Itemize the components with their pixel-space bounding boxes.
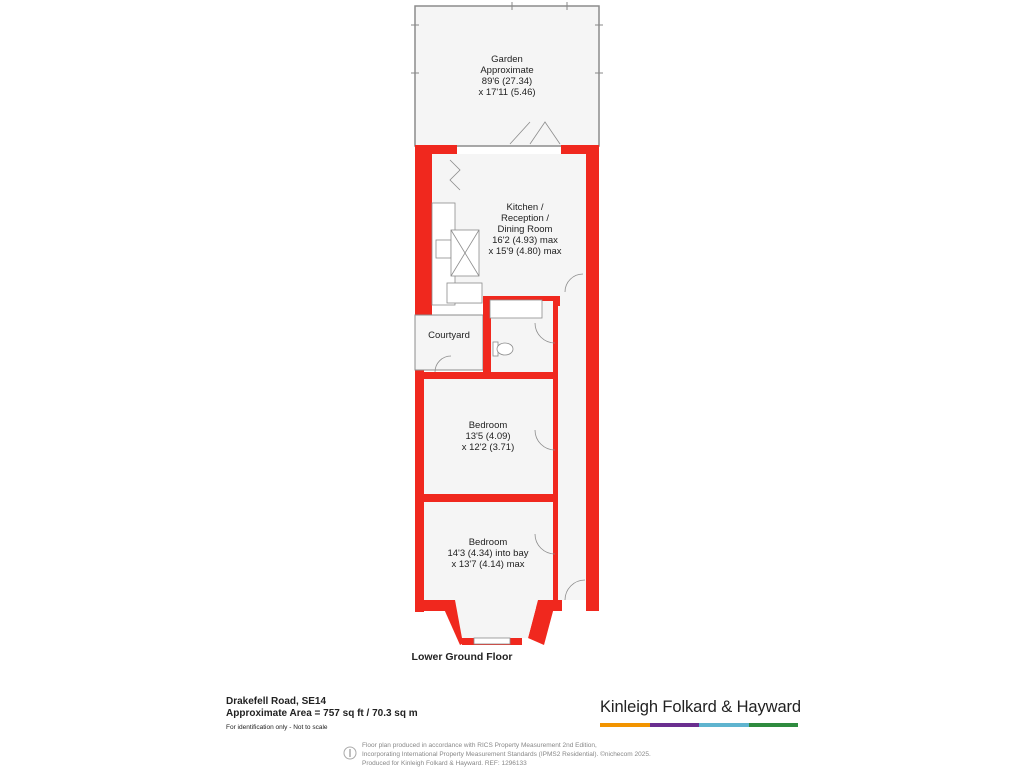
brand-stripe-bar xyxy=(600,723,798,727)
kitchen-label: Kitchen / Reception / Dining Room 16'2 (4.93) max x 15'9 (4.80) max xyxy=(488,202,562,257)
approximate-area: Approximate Area = 757 sq ft / 70.3 sq m xyxy=(226,708,418,719)
bay-window xyxy=(474,638,510,644)
brand-stripe xyxy=(749,723,799,727)
floor-name: Lower Ground Floor xyxy=(411,651,513,663)
toilet xyxy=(493,342,513,356)
address: Drakefell Road, SE14 xyxy=(226,696,327,707)
brand-stripe xyxy=(600,723,650,727)
courtyard-label: Courtyard xyxy=(428,330,470,341)
hallway-floor xyxy=(558,270,586,600)
disclaimer: Floor plan produced in accordance with RICS Property Measurement 2nd Edition, Incorporating International Property Measurement Standards (IPMS2 Residential). ©nichecom 2025. Produced for Kinleigh Folkard & Hayward. REF: 1296133 xyxy=(362,742,651,767)
bedroom1-label: Bedroom 13'5 (4.09) x 12'2 (3.71) xyxy=(461,420,515,453)
brand-stripe xyxy=(650,723,700,727)
property-info xyxy=(226,696,418,731)
garden-label: Garden Approximate 89'6 (27.34) x 17'11 (5.46) xyxy=(478,54,536,98)
bay-floor xyxy=(455,600,538,638)
brand-name: Kinleigh Folkard & Hayward xyxy=(600,698,801,716)
bedroom2-label: Bedroom 14'3 (4.34) into bay x 13'7 (4.14) max xyxy=(447,537,529,570)
nichecom-logo-icon xyxy=(343,743,357,763)
courtyard-floor xyxy=(415,315,483,370)
brand-stripe xyxy=(699,723,749,727)
identification-note: For identification only - Not to scale xyxy=(226,724,328,731)
